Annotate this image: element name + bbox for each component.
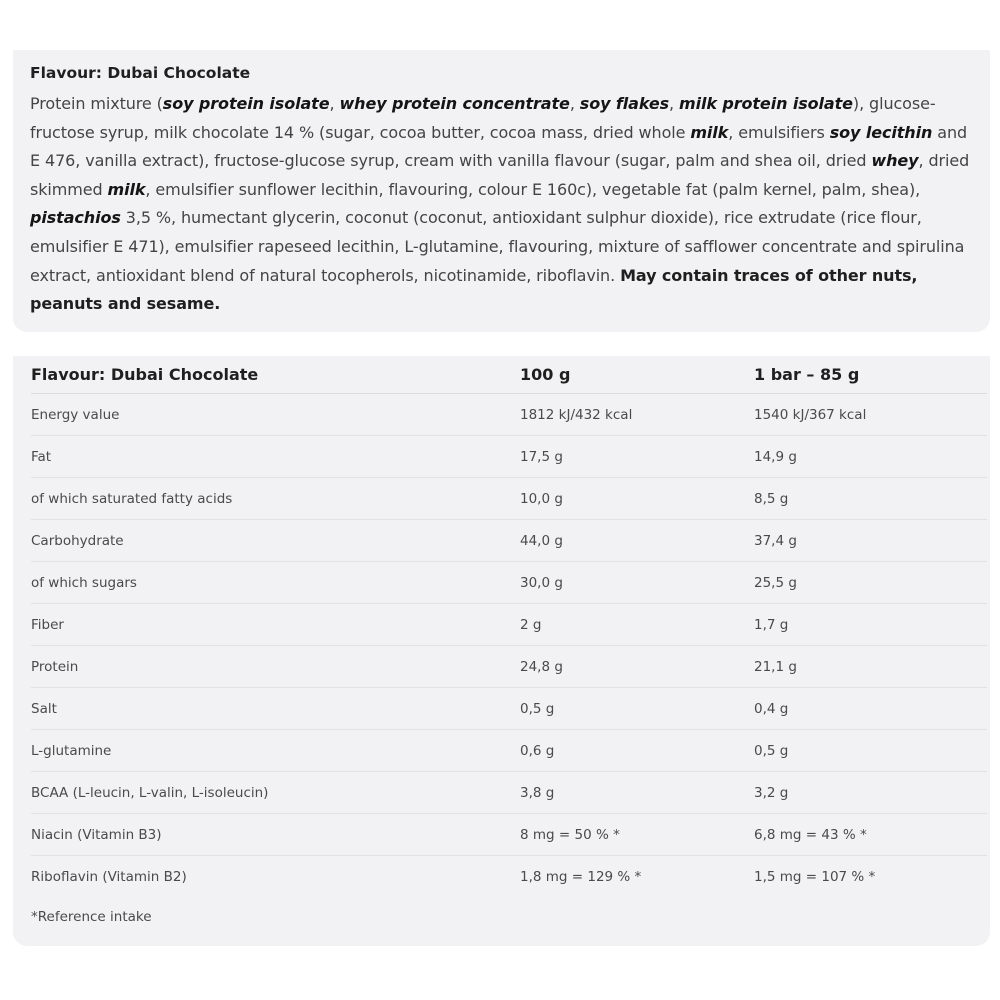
- nutrition-header-row: [31, 356, 987, 394]
- value-per-bar: 1,7 g: [754, 604, 987, 646]
- value-per-bar: 6,8 mg = 43 % *: [754, 814, 987, 856]
- allergen-text: pistachios: [30, 208, 121, 228]
- nutrition-row: [31, 562, 987, 604]
- allergen-text: whey: [871, 151, 919, 171]
- ingredients-text: [30, 90, 973, 319]
- nutrient-name: Niacin (Vitamin B3): [31, 814, 520, 856]
- nutrition-row: [31, 772, 987, 814]
- value-per-bar: 1540 kJ/367 kcal: [754, 394, 987, 436]
- allergen-text: soy lecithin: [829, 122, 933, 142]
- allergen-text: whey protein concentrate: [339, 94, 570, 113]
- value-per-bar: 1,5 mg = 107 % *: [754, 868, 876, 885]
- nutrition-card: [13, 356, 990, 946]
- value-per-bar: 0,4 g: [754, 688, 987, 730]
- ingredient-text: , dried skimmed: [30, 151, 970, 199]
- nutrition-row: [31, 604, 987, 646]
- nutrition-row: [31, 814, 987, 856]
- value-per-bar: 25,5 g: [754, 562, 987, 604]
- allergen-text: soy flakes: [579, 94, 670, 113]
- value-per-100g: 8 mg = 50 % *: [520, 814, 754, 856]
- allergen-warning: May contain traces of other nuts, peanuts and sesame.: [30, 265, 918, 314]
- nutrition-row: [31, 436, 987, 478]
- header-flavour: Flavour: Dubai Chocolate: [31, 356, 520, 394]
- header-per-100g: 100 g: [520, 356, 754, 394]
- value-per-100g: 30,0 g: [520, 562, 754, 604]
- value-per-bar: 0,5 g: [754, 730, 987, 772]
- value-per-100g: 0,6 g: [520, 730, 754, 772]
- nutrient-name: Fat: [31, 436, 520, 478]
- ingredients-card: [13, 50, 990, 332]
- ingredient-text: 3,5 %, humectant glycerin, coconut (coconut, antioxidant sulphur dioxide), rice extrudate (rice flour, emulsifier E 471), emulsifier rapeseed lecithin, L-glutamine, flavouring, mixture of safflower concentrate and spirulina extract, antioxidant blend of natural tocopherols, nicotinamide, riboflavin.: [30, 208, 965, 285]
- nutrition-row: [31, 688, 987, 730]
- ingredient-text: , emulsifiers: [728, 122, 830, 142]
- value-per-bar: 8,5 g: [754, 478, 987, 520]
- allergen-text: soy protein isolate: [162, 94, 330, 113]
- nutrient-name: L-glutamine: [31, 730, 520, 772]
- ingredient-text: ), glucose-fructose syrup, milk chocolate 14 % (sugar, cocoa butter, cocoa mass, dried whole: [30, 94, 936, 142]
- value-per-bar: 3,2 g: [754, 772, 987, 814]
- ingredient-text: , emulsifier sunflower lecithin, flavouring, colour E 160c), vegetable fat (palm kernel, palm, shea),: [145, 179, 921, 199]
- nutrition-row: [31, 646, 987, 688]
- ingredient-text: ,: [329, 94, 340, 113]
- value-per-100g: 17,5 g: [520, 436, 754, 478]
- nutrient-name: Salt: [31, 688, 520, 730]
- value-per-bar: 21,1 g: [754, 646, 987, 688]
- allergen-text: milk: [690, 122, 729, 142]
- ingredient-text: and E 476, vanilla extract), fructose-glucose syrup, cream with vanilla flavour (sugar, palm and shea oil, dried: [30, 122, 968, 171]
- nutrition-table: [31, 356, 987, 897]
- ingredient-text: ,: [669, 94, 679, 113]
- ingredient-text: Protein mixture (: [30, 94, 163, 113]
- nutrient-name: Energy value: [31, 394, 520, 436]
- reference-intake-note: *Reference intake: [31, 909, 152, 925]
- value-per-100g: 0,5 g: [520, 688, 754, 730]
- ingredients-title: Flavour: Dubai Chocolate: [30, 64, 251, 82]
- value-per-bar: 37,4 g: [754, 520, 987, 562]
- value-per-100g: 1,8 mg = 129 % *: [520, 868, 642, 885]
- nutrient-name: of which sugars: [31, 562, 520, 604]
- nutrient-name: Riboflavin (Vitamin B2): [31, 868, 187, 885]
- nutrition-row: [31, 520, 987, 562]
- allergen-text: milk protein isolate: [679, 94, 853, 113]
- value-per-100g: 3,8 g: [520, 772, 754, 814]
- value-per-100g: 44,0 g: [520, 520, 754, 562]
- header-per-bar: 1 bar – 85 g: [754, 356, 987, 394]
- value-per-100g: 1812 kJ/432 kcal: [520, 394, 754, 436]
- nutrition-row: [31, 478, 987, 520]
- nutrient-name: Fiber: [31, 604, 520, 646]
- nutrition-row: [31, 730, 987, 772]
- allergen-text: milk: [107, 179, 146, 199]
- nutrient-name: BCAA (L-leucin, L-valin, L-isoleucin): [31, 772, 520, 814]
- nutrient-name: Protein: [31, 646, 520, 688]
- nutrition-row: [31, 856, 987, 898]
- nutrition-row: [31, 394, 987, 436]
- nutrient-name: of which saturated fatty acids: [31, 478, 520, 520]
- value-per-100g: 24,8 g: [520, 646, 754, 688]
- nutrient-name: Carbohydrate: [31, 520, 520, 562]
- ingredient-text: ,: [569, 94, 580, 113]
- value-per-bar: 14,9 g: [754, 436, 987, 478]
- value-per-100g: 10,0 g: [520, 478, 754, 520]
- value-per-100g: 2 g: [520, 604, 754, 646]
